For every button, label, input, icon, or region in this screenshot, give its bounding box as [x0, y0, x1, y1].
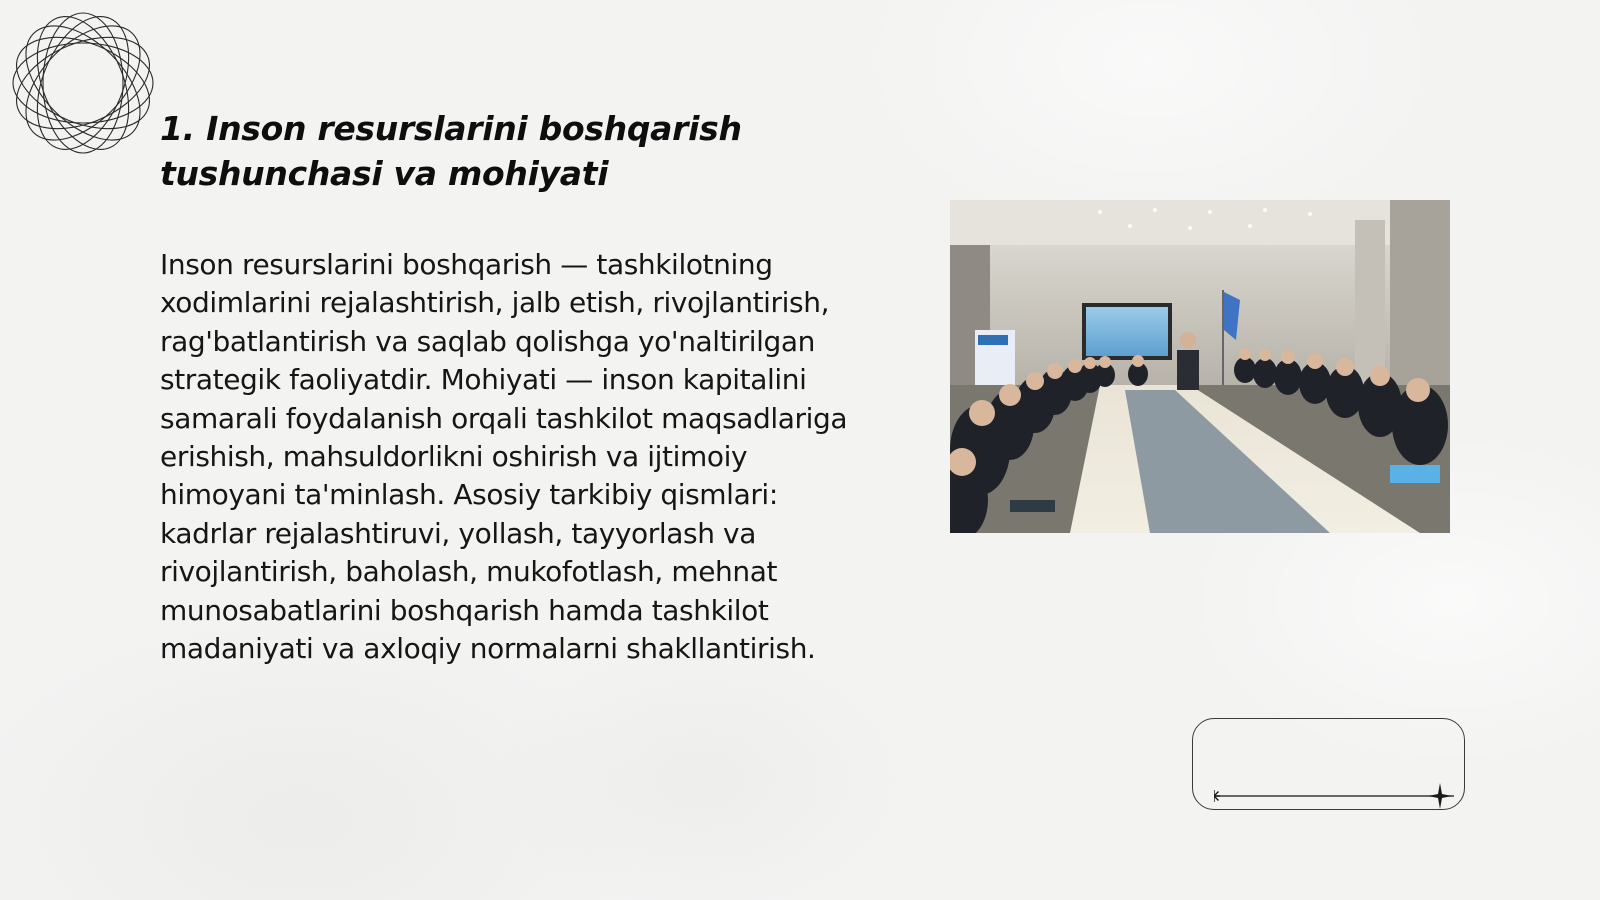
circular-rosette-icon: [10, 10, 156, 156]
four-point-star-icon: [1428, 783, 1452, 809]
ornament-line: [1214, 782, 1454, 810]
rosette-petal: [10, 10, 156, 156]
slide-title: 1. Inson resurslarini boshqarish tushunchasi va mohiyati: [160, 109, 742, 193]
meeting-room-photo: [950, 200, 1450, 533]
rosette-petal: [19, 10, 146, 156]
sparkle-burst-icon: [1214, 790, 1220, 802]
rosette-petal: [10, 19, 156, 146]
rosette-petal: [10, 10, 156, 156]
rosette-petal: [19, 10, 146, 156]
rosette-petal: [10, 19, 156, 146]
slide-body-text: Inson resurslarini boshqarish — tashkilotning xodimlarini rejalashtirish, jalb etish, rivojlantirish, rag'batlantirish va saqlab qolishga yo'naltirilgan strategik faoliyatdir. Mohiyati — inson kapitalini samarali foydalanish orqali tashkilot maqsadlariga erishish, mahsuldorlikni oshirish va ijtimoiy himoyani ta'minlash. Asosiy tarkibiy qismlari: kadrlar rejalashtiruvi, yollash, tayyorlash va rivojlantirish, baholash, mukofotlash, mehnat munosabatlarini boshqarish hamda tashkilot madaniyati va axloqiy normalarni shakllantirish.: [160, 248, 848, 666]
